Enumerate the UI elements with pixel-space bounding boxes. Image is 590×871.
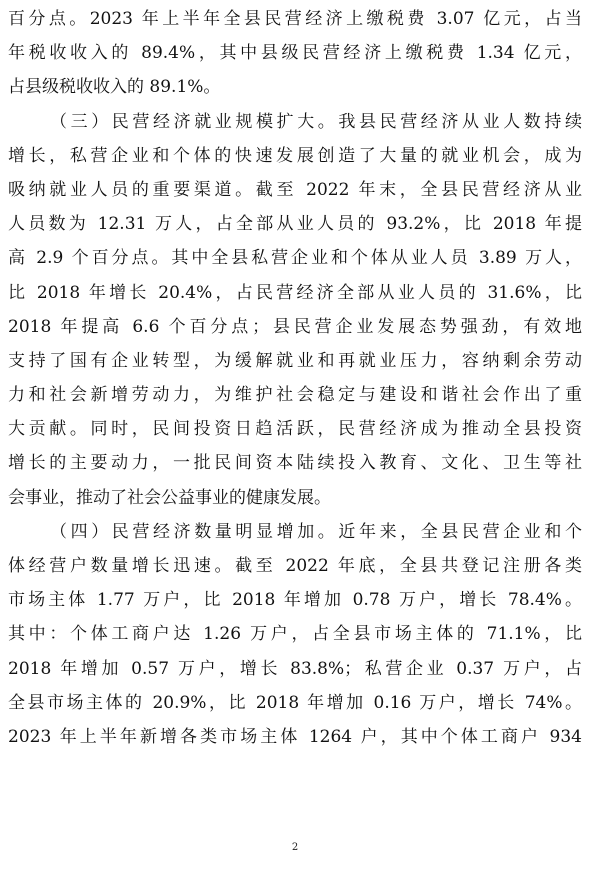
text-line: 人员数为 12.31 万人，占全部从业人员的 93.2%，比 2018 年提 (8, 214, 582, 235)
text-line: 百分点。2023 年上半年全县民营经济上缴税费 3.07 亿元，占当 (8, 9, 582, 29)
text-line: 占县级税收收入的 89.1%。 (8, 77, 221, 98)
text-line: 吸纳就业人员的重要渠道。截至 2022 年末，全县民营经济从业 (8, 179, 582, 200)
text-line: 支持了国有企业转型，为缓解就业和再就业压力，容纳剩余劳动 (8, 350, 582, 371)
paragraph-market-entities (8, 515, 582, 754)
text-line: 全县市场主体的 20.9%，比 2018 年增加 0.16 万户，增长 74%。 (8, 692, 582, 713)
text-line: 比 2018 年增长 20.4%，占民营经济全部从业人员的 31.6%，比 (8, 282, 582, 303)
text-line: 增长的主要动力，一批民间资本陆续投入教育、文化、卫生等社 (8, 453, 582, 474)
text-line: 年税收收入的 89.4%，其中县级民营经济上缴税费 1.34 亿元， (8, 43, 582, 64)
page-number: 2 (291, 842, 299, 853)
body-text (8, 2, 582, 754)
text-line: （四）民营经济数量明显增加。近年来，全县民营企业和个 (50, 521, 582, 542)
text-line: （三）民营经济就业规模扩大。我县民营经济从业人数持续 (50, 111, 582, 132)
text-line: 2018 年增加 0.57 万户，增长 83.8%；私营企业 0.37 万户，占 (8, 658, 582, 679)
text-line: 会事业，推动了社会公益事业的健康发展。 (8, 487, 331, 508)
paragraph-employment (8, 105, 582, 515)
text-line: 增长，私营企业和个体的快速发展创造了大量的就业机会，成为 (8, 145, 582, 166)
text-line: 其中：个体工商户达 1.26 万户，占全县市场主体的 71.1%，比 (8, 624, 582, 645)
text-line: 体经营户数量增长迅速。截至 2022 年底，全县共登记注册各类 (8, 556, 582, 576)
text-line: 大贡献。同时，民间投资日趋活跃，民营经济成为推动全县投资 (8, 419, 582, 440)
paragraph-tax-continued (8, 2, 582, 105)
text-line: 2018 年提高 6.6 个百分点；县民营企业发展态势强劲，有效地 (8, 316, 582, 337)
text-line: 市场主体 1.77 万户，比 2018 年增加 0.78 万户，增长 78.4%。 (8, 590, 582, 611)
text-line: 力和社会新增劳动力，为维护社会稳定与建设和谐社会作出了重 (8, 385, 582, 406)
text-line: 高 2.9 个百分点。其中全县私营企业和个体从业人员 3.89 万人， (8, 248, 582, 269)
text-line: 2023 年上半年新增各类市场主体 1264 户，其中个体工商户 934 (8, 726, 582, 747)
